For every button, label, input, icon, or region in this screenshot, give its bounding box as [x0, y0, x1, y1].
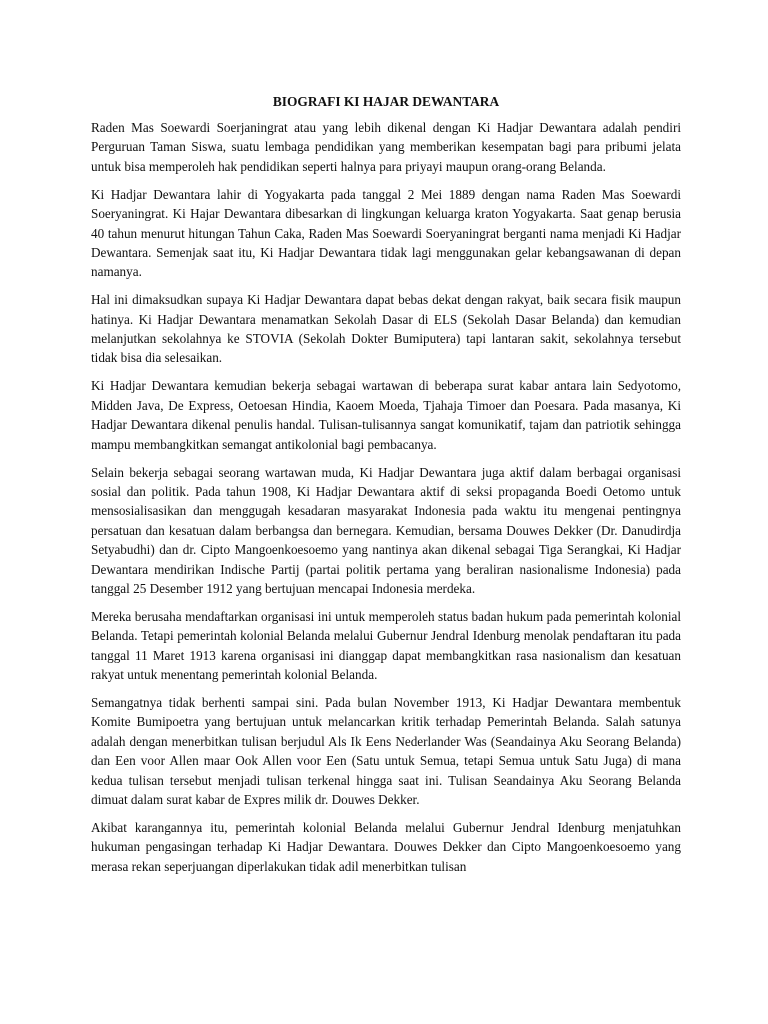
paragraph: Ki Hadjar Dewantara kemudian bekerja sebagai wartawan di beberapa surat kabar antara lain Sedyotomo, Midden Java, De Express, Oetoesan Hindia, Kaoem Moeda, Tjahaja Timoer dan Poesara. Pada masanya, Ki Hadjar Dewantara dikenal penulis handal. Tulisan-tulisannya sangat komunikatif, tajam dan patriotik sehingga mampu membangkitkan semangat antikolonial bagi pembacanya.	[91, 378, 681, 452]
paragraph: Semangatnya tidak berhenti sampai sini. Pada bulan November 1913, Ki Hadjar Dewantara membentuk Komite Bumipoetra yang bertujuan untuk melancarkan kritik terhadap Pemerintah Belanda. Salah satunya adalah dengan menerbitkan tulisan berjudul Als Ik Eens Nederlander Was (Seandainya Aku Seorang Belanda) dan Een voor Allen maar Ook Allen voor Een (Satu untuk Semua, tetapi Semua untuk Satu Juga) di mana kedua tulisan tersebut menjadi tulisan terkenal hingga saat ini. Tulisan Seandainya Aku Seorang Belanda dimuat dalam surat kabar de Expres milik dr. Douwes Dekker.	[91, 694, 681, 807]
paragraph: Selain bekerja sebagai seorang wartawan muda, Ki Hadjar Dewantara juga aktif dalam berbagai organisasi sosial dan politik. Pada tahun 1908, Ki Hadjar Dewantara aktif di seksi propaganda Boedi Oetomo untuk mensosialisasikan dan menggugah kesadaran masyarakat Indonesia pada waktu itu mengenai pentingnya persatuan dan kesatuan dalam berbangsa dan bernegara. Kemudian, bersama Douwes Dekker (Dr. Danudirdja Setyabudhi) dan dr. Cipto Mangoenkoesoemo yang nantinya akan dikenal sebagai Tiga Serangkai, Ki Hadjar Dewantara mendirikan Indische Partij (partai politik pertama yang beraliran nasionalisme Indonesia) pada tanggal 25 Desember 1912 yang bertujuan mencapai Indonesia merdeka.	[91, 464, 681, 596]
paragraph: Akibat karangannya itu, pemerintah kolonial Belanda melalui Gubernur Jendral Idenburg menjatuhkan hukuman pengasingan terhadap Ki Hadjar Dewantara. Douwes Dekker dan Cipto Mangoenkoesoemo yang merasa rekan seperjuangan diperlakukan tidak adil menerbitkan tulisan	[91, 819, 681, 874]
document-title: BIOGRAFI KI HAJAR DEWANTARA	[272, 94, 500, 109]
paragraph: Raden Mas Soewardi Soerjaningrat atau yang lebih dikenal dengan Ki Hadjar Dewantara adalah pendiri Perguruan Taman Siswa, suatu lembaga pendidikan yang memberikan kesempatan bagi para pribumi jelata untuk bisa memperoleh hak pendidikan seperti halnya para priyayi maupun orang-orang Belanda.	[91, 120, 681, 174]
paragraph: Ki Hadjar Dewantara lahir di Yogyakarta pada tanggal 2 Mei 1889 dengan nama Raden Mas Soewardi Soeryaningrat. Ki Hajar Dewantara dibesarkan di lingkungan keluarga kraton Yogyakarta. Saat genap berusia 40 tahun menurut hitungan Tahun Caka, Raden Mas Soewardi Soeryaningrat berganti nama menjadi Ki Hadjar Dewantara. Semenjak saat itu, Ki Hadjar Dewantara tidak lagi menggunakan gelar kebangsawanan di depan namanya.	[91, 186, 681, 280]
paragraph: Hal ini dimaksudkan supaya Ki Hadjar Dewantara dapat bebas dekat dengan rakyat, baik secara fisik maupun hatinya. Ki Hadjar Dewantara menamatkan Sekolah Dasar di ELS (Sekolah Dasar Belanda) dan kemudian melanjutkan sekolahnya ke STOVIA (Sekolah Dokter Bumiputera) tapi lantaran sakit, sekolahnya tersebut tidak bisa dia selesaikan.	[91, 292, 681, 366]
paragraph: Mereka berusaha mendaftarkan organisasi ini untuk memperoleh status badan hukum pada pemerintah kolonial Belanda. Tetapi pemerintah kolonial Belanda melalui Gubernur Jendral Idenburg menolak pendaftaran itu pada tanggal 11 Maret 1913 karena organisasi ini dianggap dapat membangkitkan rasa nasionalism dan kesatuan rakyat untuk menentang pemerintah kolonial Belanda.	[91, 608, 681, 683]
document-body	[91, 92, 681, 885]
